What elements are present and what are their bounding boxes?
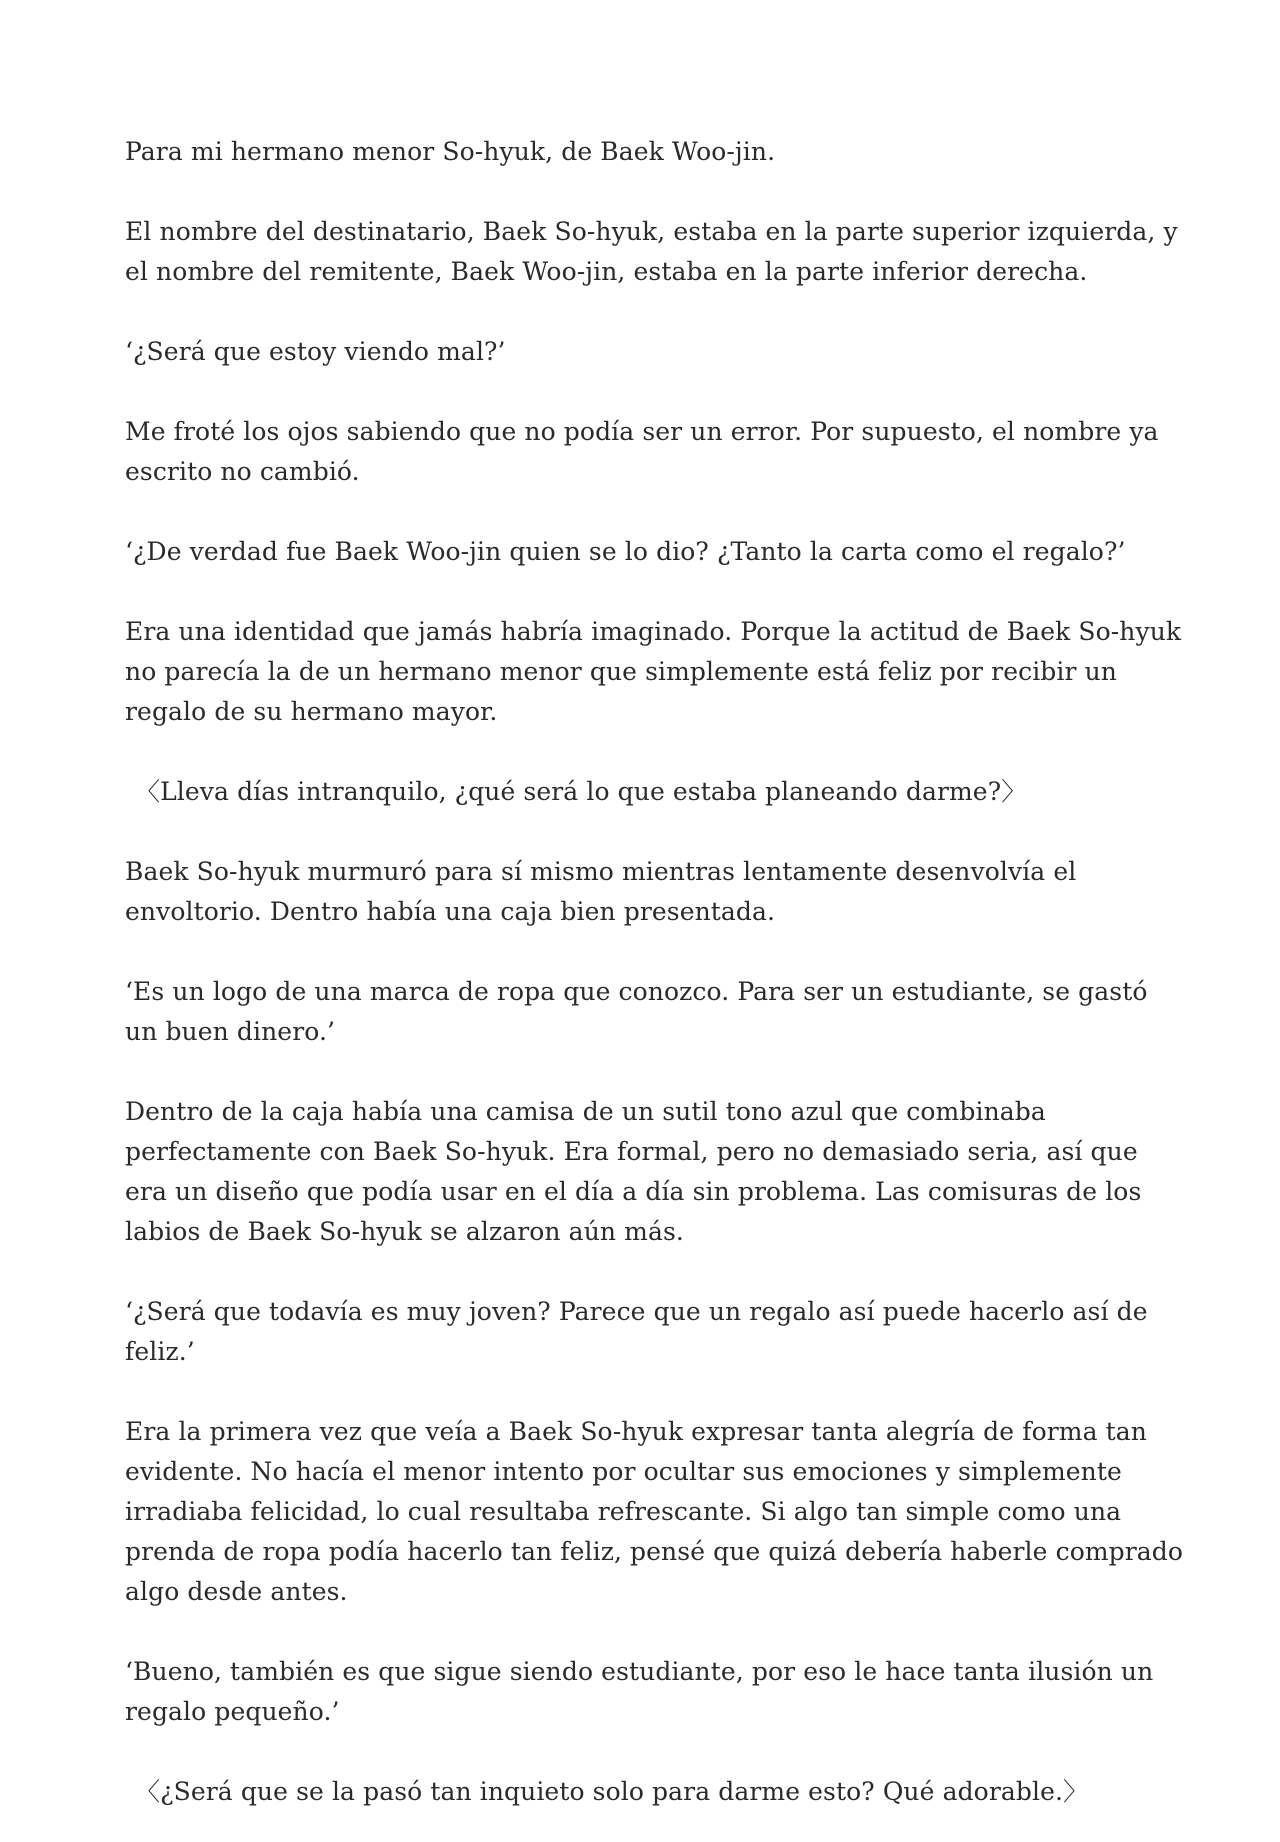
paragraph-rubbed-eyes: Me froté los ojos sabiendo que no podía ser un error. Por supuesto, el nombre ya escrito no cambió. [125,417,1159,486]
paragraph-thought-brand-logo: ‘Es un logo de una marca de ropa que conozco. Para ser un estudiante, se gastó un buen dinero.’ [125,977,1148,1046]
document-body [125,132,1185,1812]
paragraph-thought-student: ‘Bueno, también es que sigue siendo estudiante, por eso le hace tanta ilusión un regalo pequeño.’ [125,1657,1154,1726]
paragraph-thought-still-young: ‘¿Será que todavía es muy joven? Parece que un regalo así puede hacerlo así de feliz.’ [125,1297,1148,1366]
paragraph-thought-seeing-wrong: ‘¿Será que estoy viendo mal?’ [125,337,506,366]
paragraph-unwrapping: Baek So-hyuk murmuró para sí mismo mientras lentamente desenvolvía el envoltorio. Dentro había una caja bien presentada. [125,857,1077,926]
paragraph-thought-who-gave: ‘¿De verdad fue Baek Woo-jin quien se lo dio? ¿Tanto la carta como el regalo?’ [125,537,1126,566]
paragraph-names-description: El nombre del destinatario, Baek So-hyuk, estaba en la parte superior izquierda, y el nombre del remitente, Baek Woo-jin, estaba en la parte inferior derecha. [125,217,1178,286]
paragraph-letter-heading: Para mi hermano menor So-hyuk, de Baek Woo-jin. [125,137,776,166]
paragraph-inner-voice-adorable: 〈¿Será que se la pasó tan inquieto solo para darme esto? Qué adorable.〉 [135,1777,1089,1806]
paragraph-inner-voice-restless: 〈Lleva días intranquilo, ¿qué será lo que estaba planeando darme?〉 [135,777,1027,806]
paragraph-blue-shirt: Dentro de la caja había una camisa de un sutil tono azul que combinaba perfectamente con Baek So-hyuk. Era formal, pero no demasiado seria, así que era un diseño que podía usar en el día a día sin problema. Las comisuras de los labios de Baek So-hyuk se alzaron aún más. [125,1097,1142,1246]
paragraph-first-time-joy: Era la primera vez que veía a Baek So-hyuk expresar tanta alegría de forma tan evidente. No hacía el menor intento por ocultar sus emociones y simplemente irradiaba felicidad, lo cual resultaba refrescante. Si algo tan simple como una prenda de ropa podía hacerlo tan feliz, pensé que quizá debería haberle comprado algo desde antes. [125,1417,1184,1606]
paragraph-identity: Era una identidad que jamás habría imaginado. Porque la actitud de Baek So-hyuk no parecía la de un hermano menor que simplemente está feliz por recibir un regalo de su hermano mayor. [125,617,1182,726]
